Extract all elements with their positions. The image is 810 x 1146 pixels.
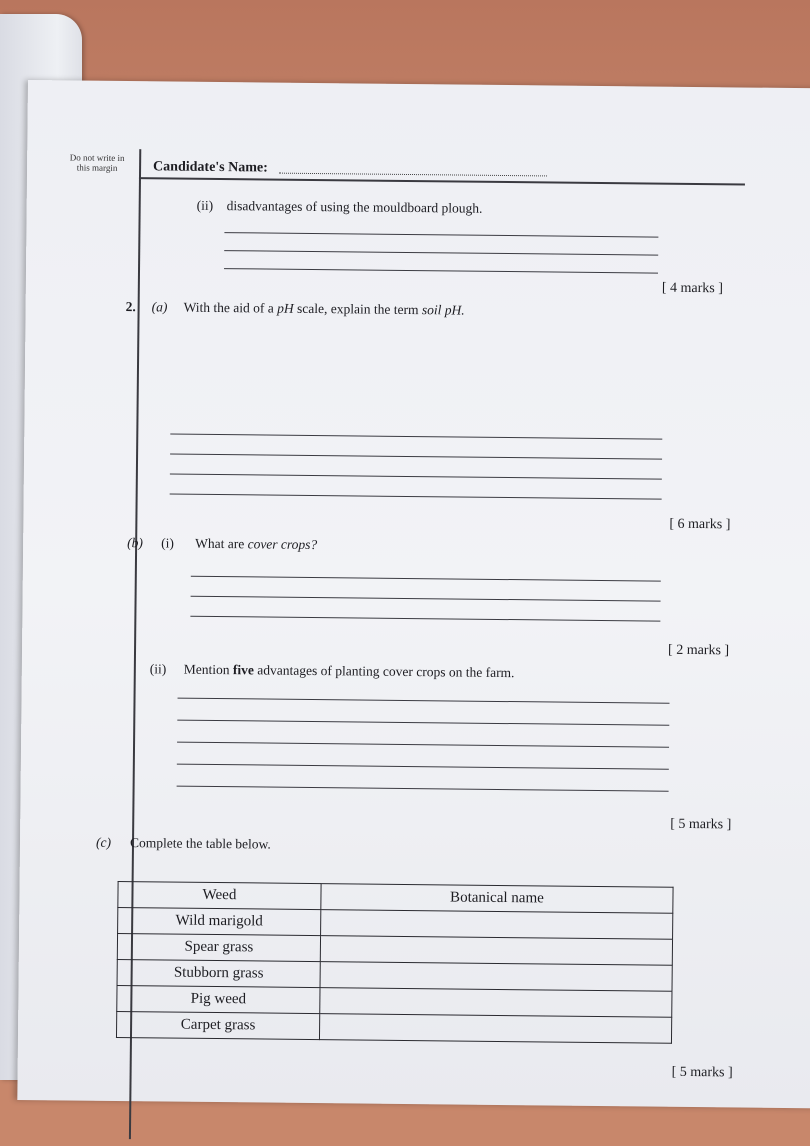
q2b-label: (b)	[127, 535, 143, 551]
answer-line[interactable]	[170, 474, 662, 480]
answer-line[interactable]	[177, 720, 669, 726]
q2a-text: With the aid of a pH scale, explain the term soil pH.	[183, 299, 465, 318]
q2b-i-label: (i)	[161, 535, 174, 551]
q2b-i-marks: [ 2 marks ]	[667, 642, 730, 659]
answer-line[interactable]	[170, 494, 662, 500]
margin-note: Do not write in this margin	[69, 152, 125, 173]
weed-cell: Pig weed	[117, 985, 320, 1013]
q2c-text: Complete the table below.	[129, 835, 271, 852]
q1-ii-text: disadvantages of using the mouldboard plough.	[226, 198, 483, 216]
answer-line[interactable]	[190, 616, 660, 622]
answer-line[interactable]	[191, 596, 661, 602]
answer-line[interactable]	[178, 698, 670, 704]
q2-number: 2.	[125, 299, 136, 315]
answer-line[interactable]	[224, 250, 658, 256]
column-header-botanical-name: Botanical name	[321, 884, 673, 914]
answer-line[interactable]	[170, 454, 662, 460]
q2b-ii-label: (ii)	[149, 661, 167, 677]
weeds-table	[116, 881, 674, 1044]
answer-line[interactable]	[224, 268, 658, 274]
q2b-ii-marks: [ 5 marks ]	[670, 816, 732, 833]
header-rule	[139, 177, 745, 185]
weed-cell: Carpet grass	[116, 1011, 319, 1039]
q2b-i-text: What are cover crops?	[195, 535, 318, 553]
q1-ii-marks: [ 4 marks ]	[661, 280, 723, 297]
q2c-marks: [ 5 marks ]	[671, 1064, 733, 1081]
column-header-weed: Weed	[118, 881, 321, 909]
answer-line[interactable]	[177, 742, 669, 748]
answer-line[interactable]	[177, 786, 669, 792]
botanical-name-cell[interactable]	[319, 1014, 671, 1044]
botanical-name-cell[interactable]	[320, 936, 672, 966]
answer-line[interactable]	[170, 434, 662, 440]
botanical-name-cell[interactable]	[320, 962, 672, 992]
weed-cell: Spear grass	[117, 933, 320, 961]
q1-ii-label: (ii)	[196, 197, 214, 213]
table-row	[116, 1011, 671, 1043]
q2c-label: (c)	[95, 834, 112, 850]
exam-paper	[17, 80, 810, 1108]
answer-line[interactable]	[224, 232, 658, 238]
answer-line[interactable]	[191, 576, 661, 582]
q2a-marks: [ 6 marks ]	[669, 516, 731, 533]
botanical-name-cell[interactable]	[321, 910, 673, 940]
candidate-name-label: Candidate's Name:	[153, 159, 268, 176]
weed-cell: Stubborn grass	[117, 959, 320, 987]
q2a-label: (a)	[151, 299, 168, 315]
candidate-name-field[interactable]	[279, 173, 547, 177]
answer-line[interactable]	[177, 764, 669, 770]
weed-cell: Wild marigold	[118, 907, 321, 935]
botanical-name-cell[interactable]	[320, 988, 672, 1018]
q2b-ii-text: Mention five advantages of planting cover crops on the farm.	[183, 661, 515, 681]
